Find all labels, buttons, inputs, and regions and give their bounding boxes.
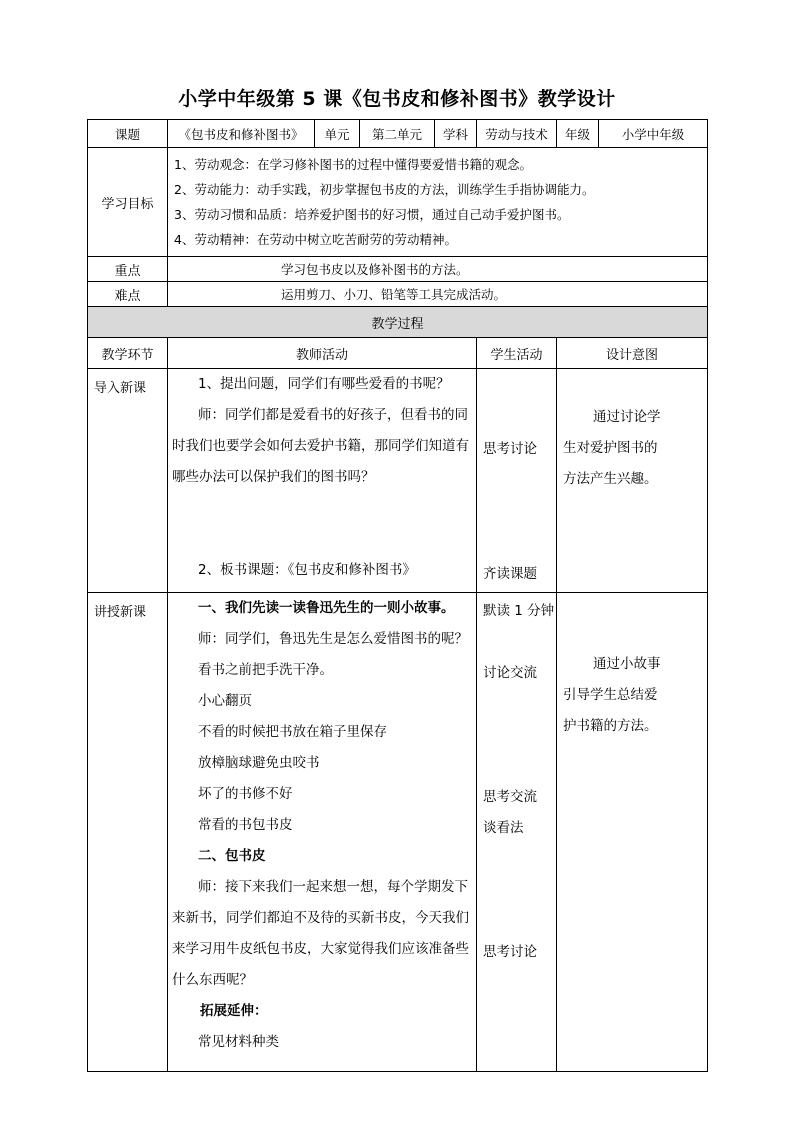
teacher-line: 哪些办法可以保护我们的图书吗？ <box>172 469 375 485</box>
subject-label: 学科 <box>435 120 477 148</box>
teacher-line: 常见材料种类 <box>198 1034 279 1050</box>
intro-stage: 导入新课 <box>88 369 168 593</box>
col-design: 设计意图 <box>557 338 708 369</box>
design-line: 通过小故事 <box>593 656 661 672</box>
objective-item: 2、劳动能力：动手实践，初步掌握包书皮的方法，训练学生手指协调能力。 <box>174 182 595 197</box>
teacher-line: 一、我们先读一读鲁迅先生的一则小故事。 <box>198 600 455 616</box>
teacher-line: 什么东西呢？ <box>172 972 253 988</box>
objectives-row <box>88 148 708 257</box>
objectives-label: 学习目标 <box>88 148 168 257</box>
teacher-line: 来新书，同学们都迫不及待的买新书皮，今天我们 <box>172 910 469 926</box>
difficulty-row <box>88 282 708 307</box>
unit-value: 第二单元 <box>360 120 435 148</box>
objective-item: 4、劳动精神：在劳动中树立吃苦耐劳的劳动精神。 <box>174 232 457 247</box>
lesson-row <box>88 593 708 1072</box>
key-point-label: 重点 <box>88 257 168 282</box>
design-line: 引导学生总结爱 <box>563 687 658 703</box>
teacher-line <box>168 493 476 524</box>
topic-label: 课题 <box>88 120 168 148</box>
teacher-line: 不看的时候把书放在箱子里保存 <box>198 724 387 740</box>
student-activity: 默读 1 分钟 <box>483 603 555 619</box>
topic-value: 《包书皮和修补图书》 <box>168 120 315 148</box>
design-intent <box>563 649 671 742</box>
lesson-plan-table <box>87 119 708 1072</box>
teacher-line <box>168 524 476 555</box>
col-student: 学生活动 <box>477 338 557 369</box>
lesson-student-cell <box>477 593 557 1072</box>
student-activity: 思考交流 <box>483 789 537 805</box>
teacher-line: 拓展延伸： <box>200 1003 268 1019</box>
design-line: 生对爱护图书的 <box>563 440 658 456</box>
key-point-value: 学习包书皮以及修补图书的方法。 <box>168 257 708 282</box>
student-activity: 思考讨论 <box>483 944 537 960</box>
student-activity: 谈看法 <box>483 820 524 836</box>
teacher-line: 2、板书课题：《包书皮和修补图书》 <box>198 562 416 578</box>
header-row <box>88 120 708 148</box>
process-title-row <box>88 307 708 338</box>
design-line: 方法产生兴趣。 <box>563 471 658 487</box>
lesson-design-cell <box>557 593 708 1072</box>
student-activity: 讨论交流 <box>483 665 537 681</box>
teacher-line: 时我们也要学会如何去爱护书籍，那同学们知道有 <box>172 438 469 454</box>
unit-label: 单元 <box>315 120 360 148</box>
col-stage: 教学环节 <box>88 338 168 369</box>
student-activity: 齐读课题 <box>483 566 537 582</box>
teacher-line: 小心翻页 <box>198 693 252 709</box>
teacher-line: 1、提出问题，同学们有哪些爱看的书呢？ <box>198 376 450 392</box>
teacher-line: 常看的书包书皮 <box>198 817 293 833</box>
document-title: 小学中年级第 5 课《包书皮和修补图书》教学设计 <box>178 88 616 110</box>
student-activity: 思考讨论 <box>483 441 537 457</box>
teacher-line: 师：同学们都是爱看书的好孩子，但看书的同 <box>198 407 468 423</box>
teacher-line: 看书之前把手洗干净。 <box>198 662 333 678</box>
teacher-line: 坏了的书修不好 <box>198 786 293 802</box>
lesson-stage: 讲授新课 <box>88 593 168 1072</box>
intro-student-cell <box>477 369 557 593</box>
intro-row <box>88 369 708 593</box>
objectives-list <box>168 148 708 257</box>
objective-item: 3、劳动习惯和品质：培养爱护图书的好习惯，通过自己动手爱护图书。 <box>174 207 570 222</box>
design-line: 护书籍的方法。 <box>563 718 658 734</box>
grade-value: 小学中年级 <box>599 120 708 148</box>
difficulty-value: 运用剪刀、小刀、铅笔等工具完成活动。 <box>168 282 708 307</box>
process-title: 教学过程 <box>88 307 708 338</box>
teacher-line: 来学习用牛皮纸包书皮，大家觉得我们应该准备些 <box>172 941 469 957</box>
lesson-teacher-cell <box>168 593 477 1072</box>
design-intent <box>563 402 671 495</box>
col-teacher: 教师活动 <box>168 338 477 369</box>
key-point-row <box>88 257 708 282</box>
objective-item: 1、劳动观念：在学习修补图书的过程中懂得要爱惜书籍的观念。 <box>174 157 532 172</box>
intro-teacher-cell <box>168 369 477 593</box>
subject-value: 劳动与技术 <box>477 120 557 148</box>
teacher-line: 师：接下来我们一起来想一想，每个学期发下 <box>198 879 468 895</box>
teacher-line: 放樟脑球避免虫咬书 <box>198 755 320 771</box>
design-line: 通过讨论学 <box>593 409 661 425</box>
difficulty-label: 难点 <box>88 282 168 307</box>
intro-design-cell <box>557 369 708 593</box>
teacher-line: 二、包书皮 <box>198 848 266 864</box>
teacher-line: 师：同学们，鲁迅先生是怎么爱惜图书的呢？ <box>198 631 468 647</box>
grade-label: 年级 <box>557 120 599 148</box>
column-header-row <box>88 338 708 369</box>
